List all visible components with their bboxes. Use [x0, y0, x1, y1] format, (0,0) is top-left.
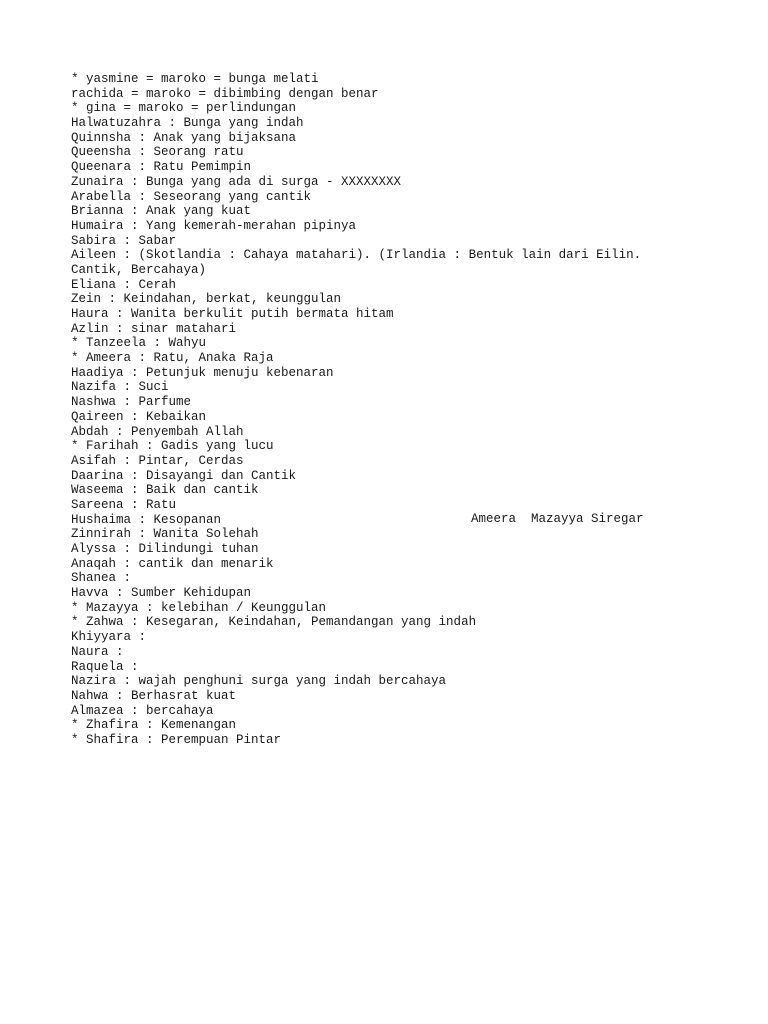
text-line: Nazifa : Suci: [71, 380, 169, 395]
text-line: Nashwa : Parfume: [71, 395, 192, 410]
text-line: Havva : Sumber Kehidupan: [71, 586, 252, 601]
name-meaning-list: [71, 72, 711, 748]
text-line: rachida = maroko = dibimbing dengan benar: [71, 86, 379, 101]
text-line: Anaqah : cantik dan menarik: [71, 556, 274, 571]
text-line: Eliana : Cerah: [71, 277, 177, 292]
text-line: Queensha : Seorang ratu: [71, 145, 244, 160]
text-line: Azlin : sinar matahari: [71, 321, 237, 336]
text-line: Alyssa : Dilindungi tuhan: [71, 542, 259, 556]
text-line: * gina = maroko = perlindungan: [71, 101, 297, 116]
text-line: Quinnsha : Anak yang bijaksana: [71, 130, 297, 145]
text-line: Nazira : wajah penghuni surga yang indah bercahaya: [71, 674, 447, 689]
text-line: Zein : Keindahan, berkat, keunggulan: [71, 292, 342, 307]
text-line: * Zhafira : Kemenangan: [71, 718, 237, 733]
text-line: * Shafira : Perempuan Pintar: [71, 732, 282, 747]
text-line: Qaireen : Kebaikan: [71, 409, 207, 424]
text-line: Zinnirah : Wanita Solehah: [71, 527, 259, 542]
text-line: Haadiya : Petunjuk menuju kebenaran: [71, 365, 334, 380]
text-line: Halwatuzahra : Bunga yang indah: [71, 116, 304, 131]
text-line: Hushaima : Kesopanan: [71, 512, 222, 527]
text-line: Haura : Wanita berkulit putih bermata hitam: [71, 307, 394, 321]
text-line: Aileen : (Skotlandia : Cahaya matahari). (Irlandia : Bentuk lain dari Eilin.: [71, 248, 642, 263]
text-line: Khiyyara :: [71, 630, 147, 645]
text-line: Brianna : Anak yang kuat: [71, 204, 252, 219]
text-line: * yasmine = maroko = bunga melati: [71, 72, 319, 86]
text-line: Waseema : Baik dan cantik: [71, 483, 259, 498]
text-line: Zunaira : Bunga yang ada di surga - XXXXXXXX: [71, 174, 402, 189]
text-line: Nahwa : Berhasrat kuat: [71, 688, 237, 703]
text-line: Sareena : Ratu: [71, 497, 177, 512]
text-line: Asifah : Pintar, Cerdas: [71, 453, 244, 468]
text-line: * Tanzeela : Wahyu: [71, 336, 207, 351]
text-line: Raquela :: [71, 659, 139, 674]
text-line: * Mazayya : kelebihan / Keunggulan: [71, 600, 327, 615]
side-note: Ameera Mazayya Siregar: [471, 512, 644, 526]
text-line: Daarina : Disayangi dan Cantik: [71, 468, 297, 483]
text-line: * Farihah : Gadis yang lucu: [71, 439, 274, 454]
text-line: Humaira : Yang kemerah-merahan pipinya: [71, 218, 357, 233]
text-line: Abdah : Penyembah Allah: [71, 424, 244, 439]
text-line: Queenara : Ratu Pemimpin: [71, 160, 252, 175]
text-line: * Zahwa : Kesegaran, Keindahan, Pemandangan yang indah: [71, 615, 477, 630]
text-line: * Ameera : Ratu, Anaka Raja: [71, 351, 274, 366]
text-line: Naura :: [71, 644, 124, 659]
text-line: Cantik, Bercahaya): [71, 262, 207, 277]
text-line: Almazea : bercahaya: [71, 703, 214, 718]
text-line: Sabira : Sabar: [71, 233, 177, 248]
text-line: Arabella : Seseorang yang cantik: [71, 189, 312, 204]
text-line: Shanea :: [71, 571, 132, 586]
